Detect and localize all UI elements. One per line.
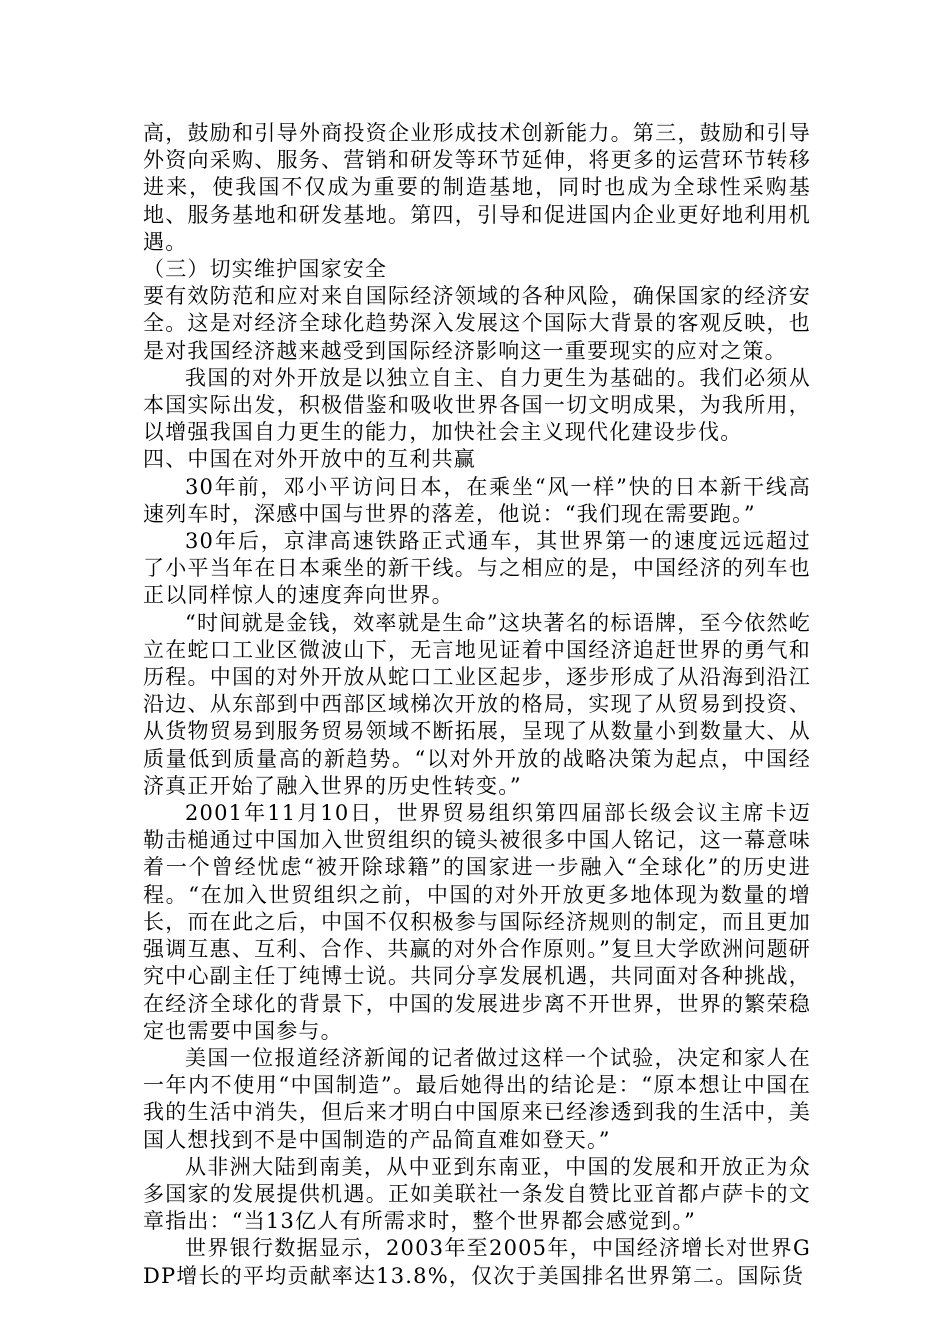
paragraph: 从非洲大陆到南美，从中亚到东南亚，中国的发展和开放正为众多国家的发展提供机遇。正如美联社一条发自赞比亚首都卢萨卡的文章指出：“当13亿人有所需求时，整个世界都会感觉到。” xyxy=(143,1154,811,1234)
paragraph: 2001年11月10日，世界贸易组织第四届部长级会议主席卡迈勒击槌通过中国加入世贸组织的镜头被很多中国人铭记，这一幕意味着一个曾经忧虑“被开除球籍”的国家进一步融入“全球化”的历史进程。“在加入世贸组织之前，中国的对外开放更多地体现为数量的增长，而在此之后，中国不仅积极参与国际经济规则的制定，而且更加强调互惠、互利、合作、共赢的对外合作原则。”复旦大学欧洲问题研究中心副主任丁纯博士说。共同分享发展机遇，共同面对各种挑战，在经济全球化的背景下，中国的发展进步离不开世界，世界的繁荣稳定也需要中国参与。 xyxy=(143,801,811,1043)
section-heading: （三）切实维护国家安全 xyxy=(143,257,388,282)
paragraph: 世界银行数据显示，2003年至2005年，中国经济增长对世界GDP增长的平均贡献率达13.8%，仅次于美国排名世界第二。国际货 xyxy=(143,1236,811,1288)
paragraph: 30年前，邓小平访问日本，在乘坐“风一样”快的日本新干线高速列车时，深感中国与世界的落差，他说：“我们现在需要跑。” xyxy=(143,474,811,526)
document-body xyxy=(143,120,811,1290)
paragraph: 美国一位报道经济新闻的记者做过这样一个试验，决定和家人在一年内不使用“中国制造”。最后她得出的结论是：“原本想让中国在我的生活中消失，但后来才明白中国原来已经渗透到我的生活中，美国人想找到不是中国制造的产品简直难如登天。” xyxy=(143,1045,811,1152)
paragraph: 我国的对外开放是以独立自主、自力更生为基础的。我们必须从本国实际出发，积极借鉴和吸收世界各国一切文明成果，为我所用，以增强我国自力更生的能力，加快社会主义现代化建设步伐。 xyxy=(143,365,811,445)
paragraph: 30年后，京津高速铁路正式通车，其世界第一的速度远远超过了小平当年在日本乘坐的新干线。与之相应的是，中国经济的列车也正以同样惊人的速度奔向世界。 xyxy=(143,529,811,608)
section-heading: 四、中国在对外开放中的互利共赢 xyxy=(143,447,476,472)
paragraph: “时间就是金钱，效率就是生命”这块著名的标语牌，至今依然屹立在蛇口工业区微波山下，无言地见证着中国经济追赶世界的勇气和历程。中国的对外开放从蛇口工业区起步，逐步形成了从沿海到沿江沿边、从东部到中西部区域梯次开放的格局，实现了从贸易到投资、从货物贸易到服务贸易领域不断拓展，呈现了从数量小到数量大、从质量低到质量高的新趋势。“以对外开放的战略决策为起点，中国经济真正开始了融入世界的历史性转变。” xyxy=(143,610,811,798)
paragraph: 要有效防范和应对来自国际经济领域的各种风险，确保国家的经济安全。这是对经济全球化趋势深入发展这个国际大背景的客观反映，也是对我国经济越来越受到国际经济影响这一重要现实的应对之策。 xyxy=(143,284,811,363)
paragraph: 高，鼓励和引导外商投资企业形成技术创新能力。第三，鼓励和引导外资向采购、服务、营销和研发等环节延伸，将更多的运营环节转移进来，使我国不仅成为重要的制造基地，同时也成为全球性采购基地、服务基地和研发基地。第四，引导和促进国内企业更好地利用机遇。 xyxy=(143,121,811,254)
